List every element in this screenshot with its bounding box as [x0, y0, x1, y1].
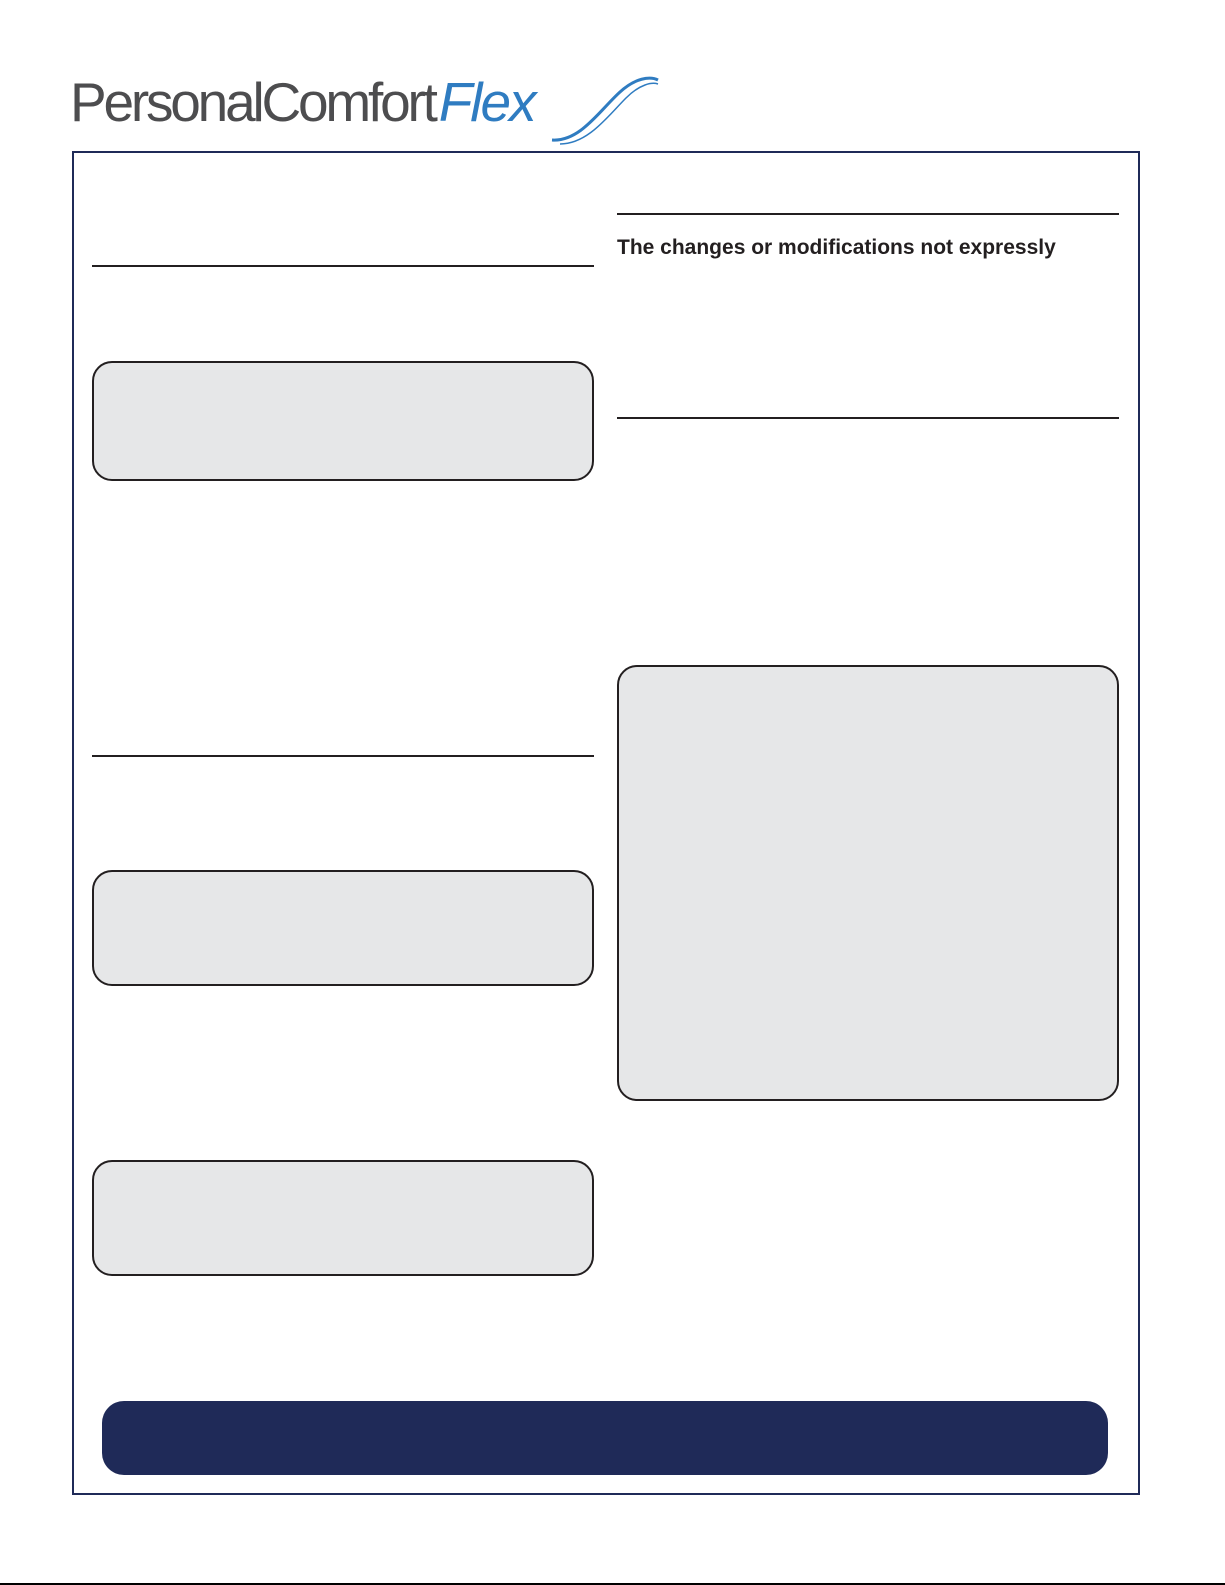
callout-box: [92, 870, 594, 986]
callout-box: [92, 361, 594, 481]
section-divider: [617, 417, 1119, 419]
logo-word-personal: Personal: [70, 71, 262, 133]
section-heading: The changes or modifications not expressly: [617, 236, 1056, 259]
logo-wordmark: [70, 72, 535, 132]
logo-swoosh-icon: [550, 70, 660, 150]
callout-box-large: [617, 665, 1119, 1101]
section-divider: [92, 755, 594, 757]
callout-box: [92, 1160, 594, 1276]
section-divider: [617, 213, 1119, 215]
section-divider: [92, 265, 594, 267]
logo-word-comfort: Comfort: [261, 71, 435, 133]
footer-banner: [102, 1401, 1108, 1475]
brand-logo: [70, 70, 660, 150]
logo-word-flex: Flex: [438, 71, 535, 133]
